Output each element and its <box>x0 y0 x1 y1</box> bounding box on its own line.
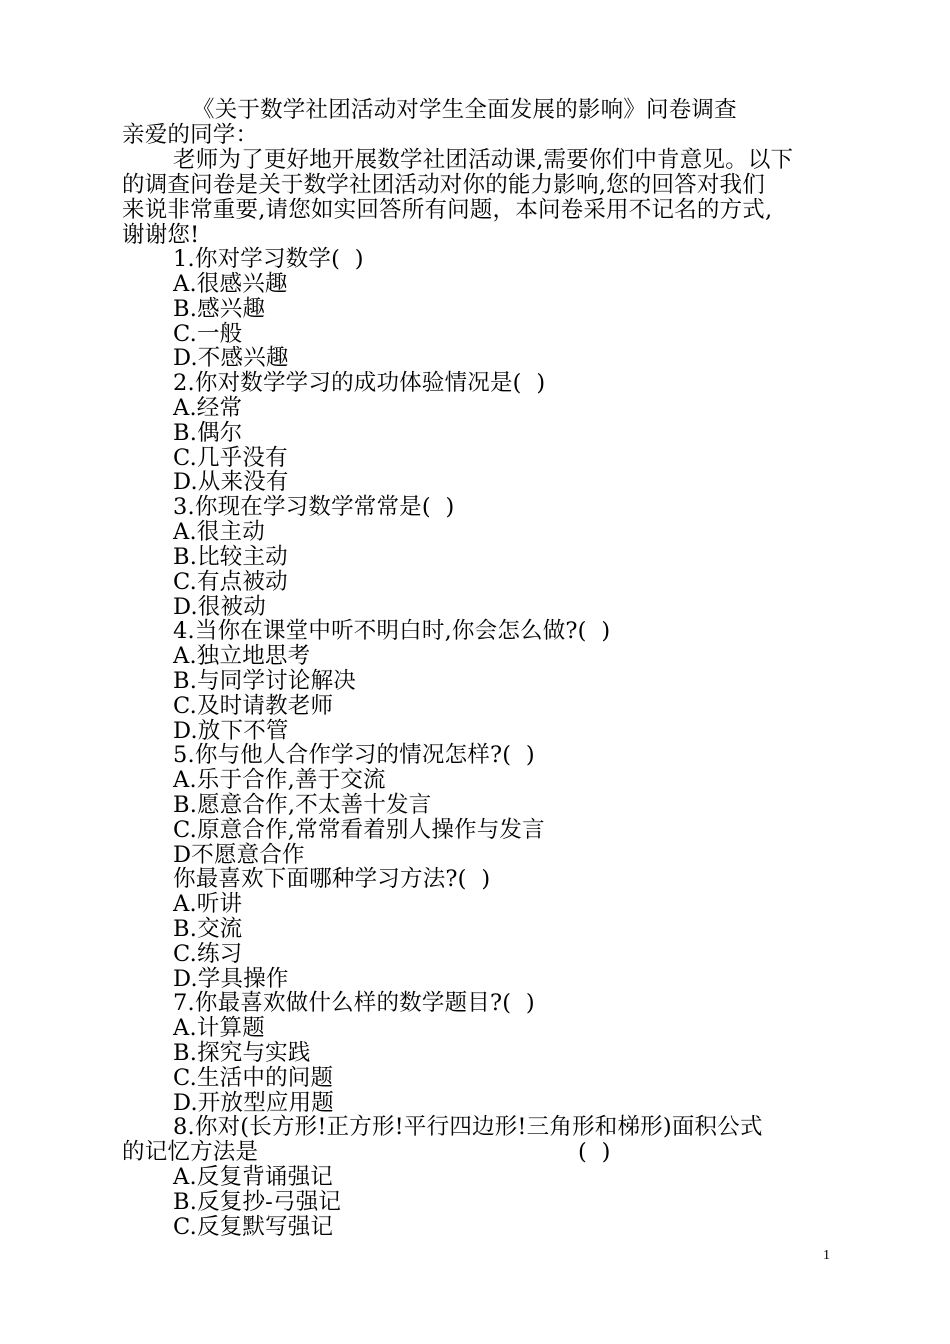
question-option: C.几乎没有 <box>173 445 288 471</box>
question-option: A.乐于合作,善于交流 <box>173 767 386 793</box>
question-prompt: 3.你现在学习数学常常是( ) <box>173 494 455 520</box>
question-option: C.有点被动 <box>173 569 288 595</box>
question-option: A.很主动 <box>173 519 265 545</box>
question-prompt: 7.你最喜欢做什么样的数学题目?( ) <box>173 990 535 1016</box>
question-option: D.从来没有 <box>173 469 289 495</box>
intro-line: 的调查问卷是关于数学社团活动对你的能力影响,您的回答对我们 <box>122 172 765 198</box>
question-option: A.独立地思考 <box>173 643 311 669</box>
question-option: C.练习 <box>173 941 243 967</box>
question-option: D.很被动 <box>173 594 266 620</box>
question-prompt: 8.你对(长方形!正方形!平行四边形!三角形和梯形)面积公式 <box>173 1114 763 1140</box>
question-option: C.原意合作,常常看着别人操作与发言 <box>173 817 545 843</box>
answer-blank: ( ) <box>578 1139 611 1165</box>
question-option: B.愿意合作,不太善十发言 <box>173 792 432 818</box>
question-prompt: 2.你对数学学习的成功体验情况是( ) <box>173 370 546 396</box>
question-option: B.偶尔 <box>173 420 243 446</box>
question-option: C.生活中的问题 <box>173 1065 334 1091</box>
question-option: A.计算题 <box>173 1015 265 1041</box>
question-option: B.反复抄-弓强记 <box>173 1189 342 1215</box>
question-option: B.比较主动 <box>173 544 288 570</box>
question-option: A.很感兴趣 <box>173 271 288 297</box>
question-option: A.反复背诵强记 <box>173 1164 334 1190</box>
document-title: 《关于数学社团活动对学生全面发展的影响》问卷调查 <box>192 97 737 123</box>
question-option: D不愿意合作 <box>173 842 305 868</box>
question-option: D.学具操作 <box>173 966 289 992</box>
question-prompt: 1.你对学习数学( ) <box>173 246 364 272</box>
question-prompt: 5.你与他人合作学习的情况怎样?( ) <box>173 742 535 768</box>
question-option: B.感兴趣 <box>173 296 266 322</box>
intro-line: 来说非常重要,请您如实回答所有问题，本问卷采用不记名的方式, <box>122 197 773 223</box>
question-option: A.听讲 <box>173 891 243 917</box>
question-option: C.一般 <box>173 321 243 347</box>
question-option: A.经常 <box>173 395 243 421</box>
question-option: C.及时请教老师 <box>173 693 334 719</box>
intro-line: 谢谢您! <box>122 222 200 248</box>
page-number: 1 <box>823 1248 830 1263</box>
question-option: D.开放型应用题 <box>173 1090 334 1116</box>
intro-line: 老师为了更好地开展数学社团活动课,需要你们中肯意见。以下 <box>173 147 794 173</box>
question-option: B.交流 <box>173 916 243 942</box>
question-prompt: 4.当你在课堂中听不明白时,你会怎么做?( ) <box>173 618 611 644</box>
question-option: B.探究与实践 <box>173 1040 311 1066</box>
question-option: D.不感兴趣 <box>173 345 289 371</box>
question-option: D.放下不管 <box>173 718 289 744</box>
question-prompt-continued: 的记忆方法是 <box>122 1139 259 1165</box>
question-option: B.与同学讨论解决 <box>173 668 356 694</box>
question-option: C.反复默写强记 <box>173 1214 334 1240</box>
question-prompt: 你最喜欢下面哪种学习方法?( ) <box>173 866 491 892</box>
greeting: 亲爱的同学： <box>122 122 259 148</box>
